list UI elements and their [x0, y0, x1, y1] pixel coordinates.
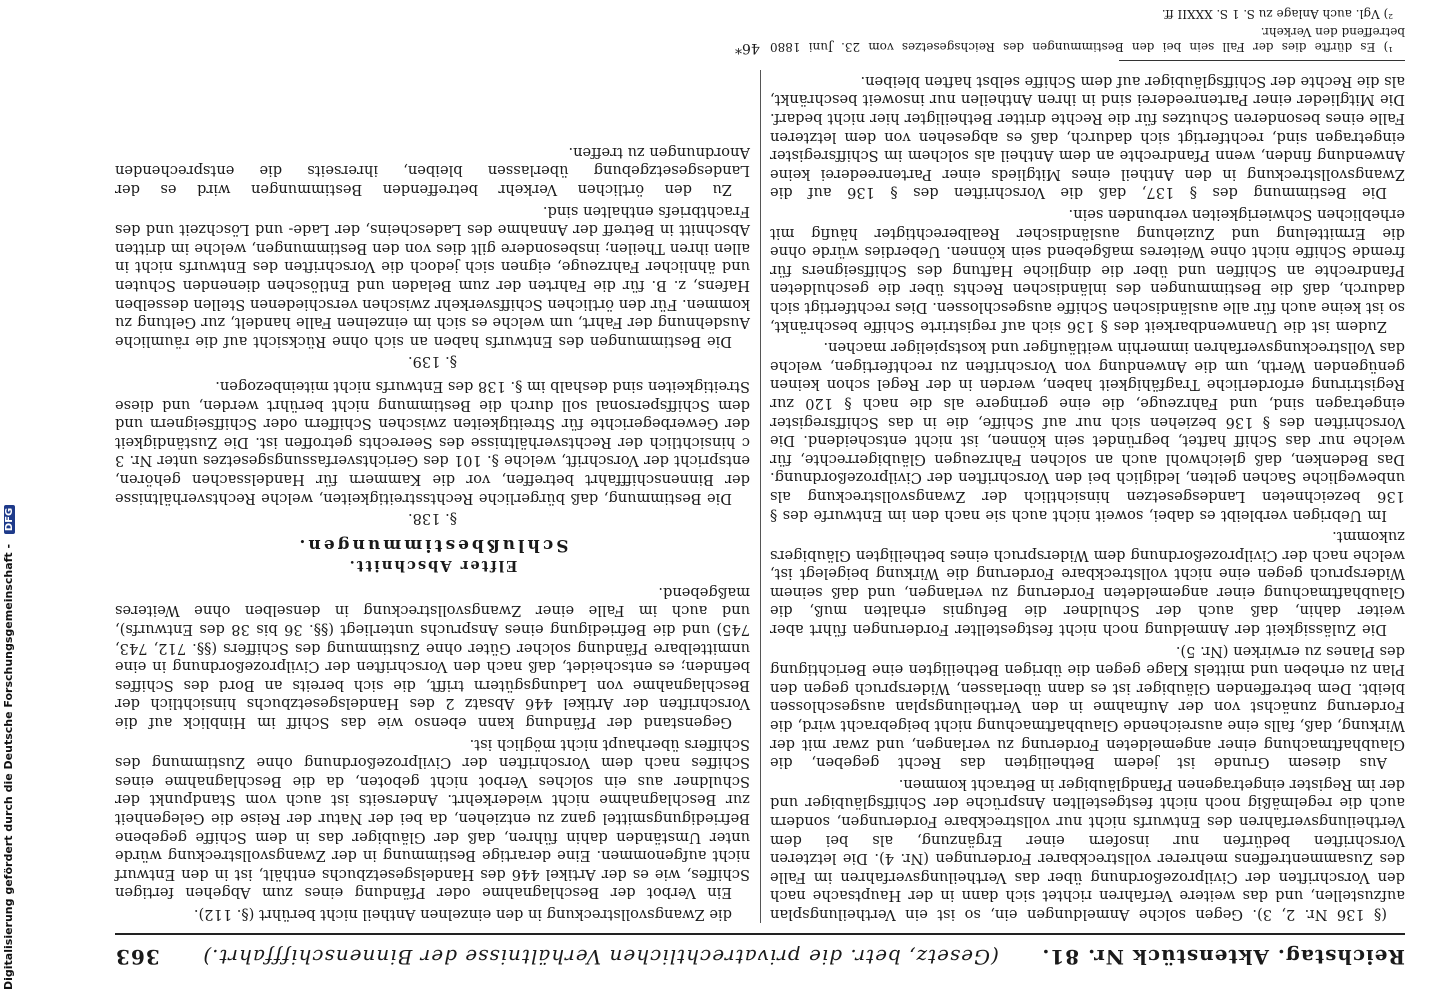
page-header [115, 937, 1405, 969]
header-left: Reichstag. Aktenstück Nr. 81. [1041, 945, 1405, 969]
paragraph: Aus diesem Grunde ist jedem Betheiligten das Recht gegeben, die Glaubhaftmachung einer angemeldeten Forderung zu verlangen, und zwar mit der Wirkung, daß, falls eine ausreichende Glaubhaftmachung nicht beigebracht wird, die Forderung zunächst von der Aufnahme in den Vertheilungsplan ausgeschlossen bleibt. Dem betreffenden Gläubiger ist es dann überlassen, Widerspruch gegen den Plan zu erheben und mittels Klage gegen die übrigen Betheiligten eine Berichtigung des Planes zu erwirken (Nr. 5). [770, 642, 1405, 772]
paragraph: Die Bestimmungen des Entwurfs haben an sich ohne Rücksicht auf die räumliche Ausdehnung der Fahrt, um welche es sich im einzelnen Falle handelt, zur Geltung zu kommen. Für den örtlichen Schiffsverkehr zwischen verschiedenen Stellen desselben Hafens, z. B. für die Fahrten der zum Beladen und Entlöschen dienenden Schuten und ähnlicher Fahrzeuge, eignen sich jedoch die Vorschriften des Entwurfs nicht in allen ihren Theilen; insbesondere gilt dies von den Bestimmungen, welche im dritten Abschnitt in Betreff der Annahme des Ladescheins, der Lade- und Löschzeit und des Frachtbriefs enthalten sind. [115, 202, 750, 350]
header-title: (Gesetz, betr. die privatrechtlichen Verhältnisse der Binnenschifffahrt.) [202, 945, 999, 969]
left-column [770, 7, 1405, 923]
right-column [115, 70, 750, 923]
paragraph: Die Bestimmung des § 137, daß die Vorschriften des § 136 auf die Zwangsvollstreckung in den Antheil eines Mitglieds einer Partenreederei keine Anwendung finden, wenn Pfandrechte an dem Antheil als solchem im Schiffsregister eingetragen sind, rechtfertigt sich dadurch, daß es abgesehen von dem letzteren Falle eines besonderen Schutzes für die Rechte dritter Betheiligter hier nicht bedarf. Die Mitglieder einer Partenreederei sind in ihren Antheilen nur insoweit beschränkt, als die Rechte der Schiffsgläubiger auf dem Schiffe selbst haften bleiben. [770, 72, 1405, 202]
paragraph: Die Bestimmung, daß bürgerliche Rechtsstreitigkeiten, welche Rechtsverhältnisse der Binnenschifffahrt betreffen, vor die Kammern für Handelssachen gehören, entspricht der Vorschrift, welche §. 101 des Gerichtsverfassungsgesetzes unter Nr. 3 c hinsichtlich der Rechtsverhältnisse des Seerechts getroffen ist. Die Zuständigkeit der Gewerbegerichte für Streitigkeiten zwischen Schiffern oder Schiffseignern und dem Schiffspersonal soll durch die Bestimmung nicht berührt werden, und diese Streitigkeiten sind deshalb im §. 138 des Entwurfs nicht miteinbezogen. [115, 377, 750, 507]
page-number: 363 [115, 945, 160, 969]
paragraph: Im Uebrigen verbleibt es dabei, soweit nicht auch sie nach den im Entwurfe des § 136 bezeichneten Landesgesetzen hinsichtlich der Zwangsvollstreckung als unbewegliche Sachen gelten, lediglich bei den Vorschriften der Civilprozeßordnung. Das Bedenken, daß gleichwohl auch an solchen Fahrzeugen Gläubigerrechte, für welche nur das Schiff haftet, begründet sein können, ist nicht entscheidend. Die Vorschriften des § 136 beziehen sich nur auf Schiffe, die in das Schiffsregister eingetragen sind, und Fahrzeuge, die eine geringere als die nach § 120 zur Registrirung erforderliche Tragfähigkeit haben, werden in der Regel schon keinen genügenden Werth, um die Anwendung von Vorschriften zu rechtfertigen, welche das Vollstreckungsverfahren immerhin weitläufiger und kostspieliger machen. [770, 339, 1405, 524]
paragraph: Zu den örtlichen Verkehr betreffenden Bestimmungen wird es der Landesgesetzgebung überlassen bleiben, ihrerseits die entsprechenden Anordnungen zu treffen. [115, 143, 750, 199]
dfg-logo: DFG [4, 505, 15, 534]
paragraph: Ein Verbot der Beschlagnahme oder Pfändung eines zum Abgehen fertigen Schiffes, wie es der Artikel 446 des Handelsgesetzbuchs enthält, ist in den Entwurf nicht aufgenommen. Eine derartige Bestimmung in der Zwangsvollstreckung würde unter Umständen dahin führen, daß der Gläubiger das in dem Schiffe gegebene Befriedigungsmittel ganz zu entziehen, da bei der Natur der Reise die Gelegenheit zur Beschlagnahme nicht wiederkehrt. Anderseits ist auch vom Standpunkt der Schuldner aus ein solches Verbot nicht geboten, da die Beschlagnahme eines Schiffes nach dem Vorschriften der Civilprozeßordnung ohne Zustimmung des Schiffers überhaupt nicht möglich ist. [115, 735, 750, 902]
footnote: ¹) Es dürfte dies der Fall sein bei den Bestimmungen des Reichsgesetzes vom 23. Juni 1880 betreffend den Verkehr. [770, 25, 1405, 55]
credit-text: Digitalisierung gefördert durch die Deutsche Forschungsgemeinschaft - [2, 543, 15, 990]
paragraph-number: §. 138. [407, 510, 458, 528]
header-rule [115, 933, 1405, 935]
paragraph: (§ 136 Nr. 2, 3). Gegen solche Anmeldungen ein, so ist ein Vertheilungsplan aufzustellen, und das weitere Verfahren richtet sich dann in der Hauptsache nach den Vorschriften der Civilprozeßordnung über das Vertheilungsverfahren im Falle des Zusammentreffens mehrerer vollstreckbarer Forderungen (Nr. 4). Die letzteren Vorschriften bedürfen nur insofern einer Ergänzung, als bei dem Vertheilungsverfahren des Entwurfs nicht nur vollstreckbare Forderungen, sondern auch die regelmäßig noch nicht festgestellten Ansprüche der Schiffsgläubiger und der im Register eingetragenen Pfandgläubiger in Betracht kommen. [770, 775, 1405, 923]
paragraph: Gegenstand der Pfändung kann ebenso wie das Schiff im Hinblick auf die Vorschriften der Artikel 446 Absatz 2 des Handelsgesetzbuchs hinsichtlich der Beschlagnahme von Ladungsgütern trifft, die sich bereits an Bord des Schiffes befinden; es entscheidet, daß nach den Vorschriften der Civilprozeßordnung in eine unmittelbare Pfändung solcher Güter ohne Zustimmung des Schiffers (§§. 712, 743, 745) und die Befriedigung eines Anspruchs unterliegt (§§. 36 bis 38 des Entwurfs), und auch im Falle einer Zwangsvollstreckung in denselben ohne Weiteres maßgebend. [115, 583, 750, 732]
digitization-credit [0, 0, 22, 1000]
paragraph: Die Zulässigkeit der Anmeldung noch nicht festgestellter Forderungen führt aber weiter dahin, daß auch der Schuldner die Befugnis erhalten muß, die Glaubhaftmachung einer angemeldeten Forderung zu verlangen, und daß seinem Widerspruch gegen eine nicht vollstreckbare Forderung die Wirkung beigelegt ist, welche nach der Civilprozeßordnung dem Widerspruch eines betheiligten Gläubigers zukommt. [770, 528, 1405, 639]
section-heading: Schlußbestimmungen. [296, 534, 569, 555]
column-divider [760, 70, 761, 923]
page-footer-mark: 46* [735, 40, 760, 56]
footnote-rule [1119, 60, 1405, 61]
section-title: Elfter Abschnitt. [347, 557, 518, 575]
paragraph: Zudem ist die Unanwendbarkeit des § 136 sich auf registrirte Schiffe beschränkt, so ist keine auch für alle ausländischen Schiffe ausgeschlossen. Dies rechtfertigt sich dadurch, daß die Bestimmungen des inländischen Rechts über die geschuldeten Pfandrechte an Schiffen und über die dingliche Haftung des Schiffseigners für fremde Schiffe nicht ohne Weiteres maßgebend sein können. Ueberdies würde ohne die Ermittelung und Zuziehung ausländischer Realberechtigter häufig mit erheblichen Schwierigkeiten verbunden sein. [770, 206, 1405, 335]
paragraph: die Zwangsvollstreckung in den einzelnen Antheil nicht berührt (§. 112). [193, 906, 732, 923]
footnote: ²) Vgl. auch Anlage zu S. 1 S. XXXII ff. [1161, 7, 1393, 22]
document-page [95, 7, 1425, 975]
paragraph-number: §. 139. [407, 353, 458, 371]
